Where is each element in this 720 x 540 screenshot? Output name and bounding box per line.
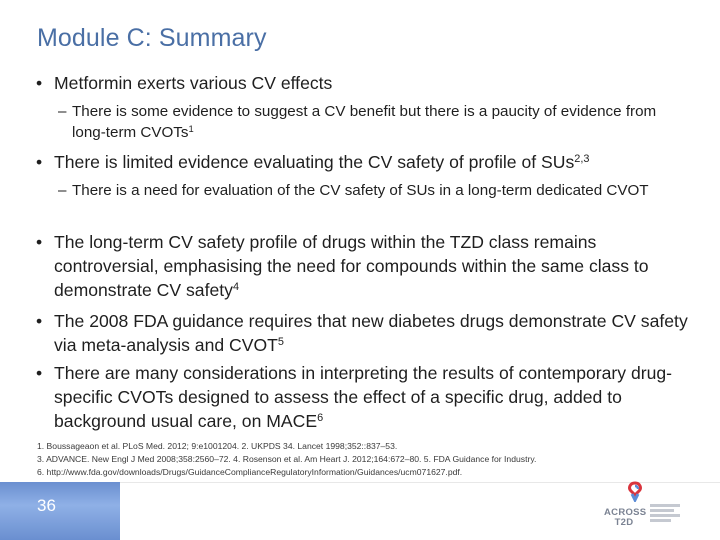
bullet-2 <box>36 150 696 177</box>
reference-line: 6. http://www.fda.gov/downloads/Drugs/GuidanceComplianceRegulatoryInformation/Guidances/ucm071627.pdf. <box>37 467 463 478</box>
bullet-text: The 2008 FDA guidance requires that new diabetes drugs demonstrate CV safety via meta-analysis and CVOT <box>54 311 688 355</box>
bullet-text: Metformin exerts various CV effects <box>54 73 333 93</box>
bullet-4 <box>36 309 696 360</box>
references <box>37 440 677 480</box>
logo-fine-print <box>650 504 680 522</box>
logo-mark-icon <box>624 480 646 502</box>
bullet-text: There is limited evidence evaluating the CV safety of profile of SUs <box>54 152 575 172</box>
reference-superscript: 2,3 <box>574 153 590 165</box>
sub-bullet-text: There is a need for evaluation of the CV safety of SUs in a long-term dedicated CVOT <box>72 182 649 199</box>
reference-superscript: 5 <box>277 336 284 348</box>
across-t2d-logo <box>604 480 684 530</box>
footer-page-tab <box>0 482 120 540</box>
bullet-5 <box>36 361 696 436</box>
sub-bullet-text: There is some evidence to suggest a CV benefit but there is a paucity of evidence from long-term CVOTs <box>72 103 657 141</box>
sub-bullet-1 <box>58 101 678 144</box>
bullet-3 <box>36 230 696 305</box>
reference-line: 1. Boussageaon et al. PLoS Med. 2012; 9:e1001204. 2. UKPDS 34. Lancet 1998;352::837–53. <box>37 441 398 451</box>
sub-bullet-dash: – <box>58 103 67 120</box>
bullet-dot: • <box>36 311 43 331</box>
bullet-dot: • <box>36 363 43 383</box>
bullet-dot: • <box>36 232 43 252</box>
bullet-dot: • <box>36 73 43 93</box>
slide-title: Module C: Summary <box>37 24 267 52</box>
reference-superscript: 6 <box>317 412 324 424</box>
logo-wordmark: ACROSS T2D <box>604 507 647 528</box>
sub-bullet-2 <box>58 180 678 201</box>
bullet-text: There are many considerations in interpreting the results of contemporary drug-specific CVOTs designed to assess the effect of a specific drug, added to background usual care, on MACE <box>54 363 673 431</box>
bullet-dot: • <box>36 152 43 172</box>
reference-superscript: 4 <box>232 281 240 293</box>
bullet-text: The long-term CV safety profile of drugs within the TZD class remains controversial, emphasising the need for compounds within the same class to demonstrate CV safety <box>54 232 649 300</box>
page-number: 36 <box>37 496 56 515</box>
sub-bullet-dash: – <box>58 182 67 199</box>
bullet-1 <box>36 71 696 95</box>
reference-line: 3. ADVANCE. New Engl J Med 2008;358:2560–72. 4. Rosenson et al. Am Heart J. 2012;164:672–80. 5. FDA Guidance for Industry. <box>37 454 537 465</box>
reference-superscript: 1 <box>188 122 194 134</box>
